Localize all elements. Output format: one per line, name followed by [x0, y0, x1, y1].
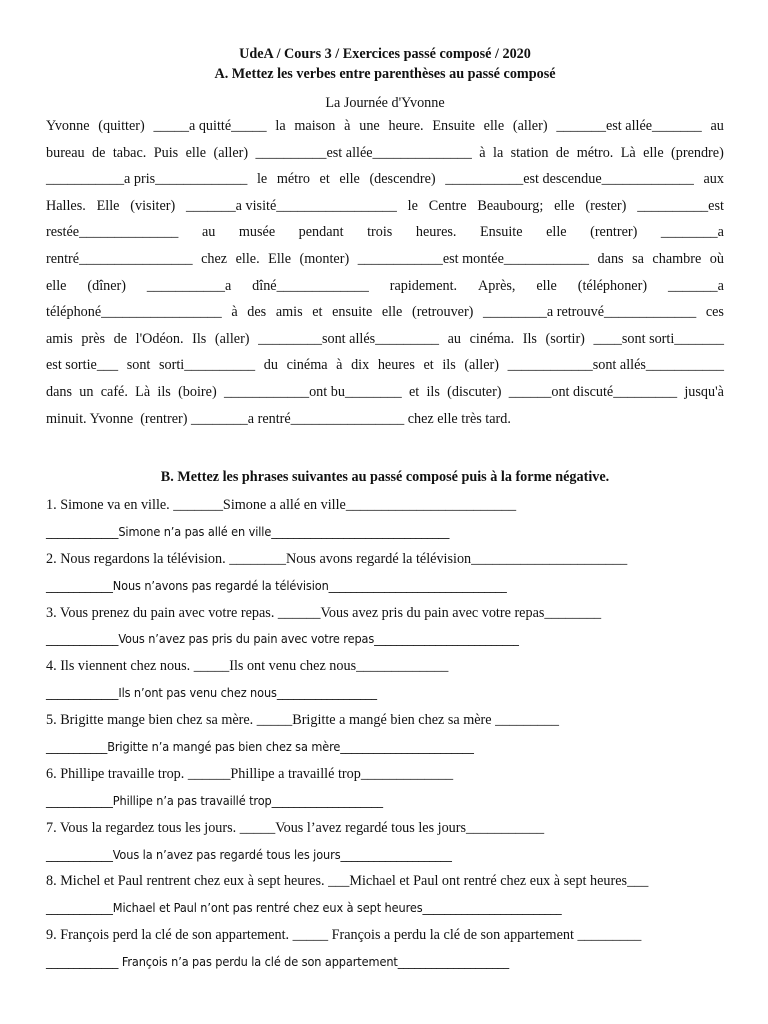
- exercise-negative-answer: ____________Michael et Paul n’ont pas rentré chez eux à sept heures_________________________: [46, 900, 562, 916]
- story-word: Elle: [96, 197, 120, 214]
- exercise-question: 7. Vous la regardez tous les jours. _____Vous l’avez regardé tous les jours___________: [46, 819, 545, 836]
- story-word: elle: [643, 144, 664, 161]
- story-word: bureau: [46, 144, 85, 161]
- story-word: à: [336, 357, 343, 374]
- story-word: elle.: [235, 250, 260, 267]
- story-word: cinéma.: [469, 330, 515, 347]
- story-word: le: [256, 171, 268, 188]
- story-line: [46, 219, 724, 246]
- story-word: tabac.: [112, 144, 147, 161]
- story-word: sorti__________: [158, 357, 256, 374]
- exercise-question: 3. Vous prenez du pain avec votre repas. ______Vous avez pris du pain avec votre repas________: [46, 604, 602, 621]
- story-word: Ils: [192, 330, 207, 347]
- story-word: chambre: [652, 250, 702, 267]
- story-word: ____________ont bu________: [223, 383, 402, 400]
- story-word: de: [92, 144, 106, 161]
- story-word: (aller): [214, 330, 250, 347]
- story-word: (boire): [178, 383, 217, 400]
- story-word: dix: [351, 357, 370, 374]
- story-paragraph: [46, 113, 724, 432]
- story-word: ensuite: [332, 304, 373, 321]
- story-word: (rentrer): [590, 224, 638, 241]
- section-a-title: A. Mettez les verbes entre parenthèses au passé composé: [214, 66, 556, 82]
- story-word: (monter): [299, 250, 350, 267]
- story-word: (visiter): [130, 197, 176, 214]
- exercise-negative-answer: ___________Brigitte n’a mangé pas bien chez sa mère________________________: [46, 739, 474, 755]
- story-word: Ensuite: [479, 224, 523, 241]
- story-word: (aller): [512, 118, 548, 134]
- story-word: (aller): [464, 357, 499, 374]
- story-word: elle: [483, 118, 505, 134]
- story-word: au: [447, 330, 462, 347]
- story-line: [46, 166, 724, 193]
- story-word: _________sont allés_________: [258, 330, 440, 347]
- story-word: ___________a pris_____________: [46, 171, 248, 188]
- story-word: du: [263, 357, 278, 374]
- worksheet-page: [46, 44, 724, 970]
- exercise-negative-answer: _____________ François n’a pas perdu la clé de son appartement____________________: [46, 954, 510, 970]
- story-word: (quitter): [98, 118, 145, 134]
- story-word: ___________est descendue_____________: [445, 171, 694, 188]
- story-word: et: [312, 304, 323, 321]
- story-word: _________a retrouvé_____________: [483, 304, 697, 321]
- story-word: le: [407, 197, 418, 214]
- story-word: trois: [367, 224, 393, 241]
- story-word: au: [710, 118, 724, 134]
- exercise-question: 6. Phillipe travaille trop. ______Phillipe a travaillé trop_____________: [46, 765, 454, 782]
- exercise-question: 4. Ils viennent chez nous. _____Ils ont venu chez nous_____________: [46, 658, 449, 675]
- story-word: dans: [597, 250, 624, 267]
- story-word: heures: [377, 357, 415, 374]
- story-word: et: [423, 357, 434, 374]
- story-word: Puis: [153, 144, 179, 161]
- story-word: ____________sont allés___________: [507, 357, 724, 374]
- story-word: au: [201, 224, 216, 241]
- story-line: [46, 406, 724, 433]
- story-word: Ils: [522, 330, 537, 347]
- story-word: minuit. Yvonne (rentrer) ________a rentré________________ chez elle très tard.: [46, 410, 511, 427]
- story-word: Ensuite: [432, 118, 475, 134]
- exercise-negative-answer: _____________Ils n’ont pas venu chez nous__________________: [46, 685, 377, 701]
- story-word: (prendre): [671, 144, 724, 161]
- story-word: __________est: [637, 197, 724, 214]
- story-word: (aller): [213, 144, 249, 161]
- story-word: près: [81, 330, 106, 347]
- story-word: amis: [275, 304, 303, 321]
- story-word: ____________est montée____________: [357, 250, 590, 267]
- story-title: La Journée d'Yvonne: [325, 95, 445, 111]
- exercise-negative-answer: ____________Vous la n’avez pas regardé tous les jours____________________: [46, 846, 452, 862]
- story-word: (rester): [585, 197, 627, 214]
- story-word: métro.: [576, 144, 614, 161]
- story-word: pendant: [298, 224, 344, 241]
- story-word: Yvonne: [46, 118, 90, 134]
- story-word: (descendre): [369, 171, 436, 188]
- story-word: sont: [126, 357, 151, 374]
- story-word: ils: [426, 383, 440, 400]
- story-word: dans: [46, 383, 73, 400]
- story-word: Après,: [478, 277, 516, 294]
- story-word: ________a: [660, 224, 724, 241]
- story-word: à: [479, 144, 486, 161]
- story-line: [46, 379, 724, 406]
- story-word: métro: [276, 171, 310, 188]
- story-word: elle: [554, 197, 575, 214]
- exercise-question: 8. Michel et Paul rentrent chez eux à sept heures. ___Michael et Paul ont rentré chez eux à sept heures___: [46, 873, 649, 890]
- story-word: Là: [135, 383, 151, 400]
- story-word: __________est allée______________: [255, 144, 472, 161]
- story-word: Beaubourg;: [477, 197, 544, 214]
- story-word: une: [359, 118, 380, 134]
- exercise-negative-answer: ____________Phillipe n’a pas travaillé trop____________________: [46, 792, 383, 808]
- story-word: chez: [201, 250, 228, 267]
- story-line: [46, 352, 724, 379]
- exercise-question: 9. François perd la clé de son appartement. _____ François a perdu la clé de son appartement _________: [46, 927, 642, 944]
- story-word: l'Odéon.: [135, 330, 184, 347]
- story-word: dîné_____________: [252, 277, 369, 294]
- section-b-title: B. Mettez les phrases suivantes au passé composé puis à la forme négative.: [160, 469, 610, 485]
- story-word: (sortir): [545, 330, 585, 347]
- story-word: (dîner): [87, 277, 126, 294]
- story-word: de: [113, 330, 128, 347]
- story-word: (discuter): [447, 383, 502, 400]
- story-word: aux: [703, 171, 724, 188]
- story-word: _______a: [667, 277, 724, 294]
- story-line: [46, 140, 724, 167]
- story-word: cinéma: [286, 357, 328, 374]
- story-word: elle: [185, 144, 207, 161]
- exercise-negative-answer: _____________Simone n’a pas allé en ville________________________________: [46, 523, 450, 539]
- exercise-question: 2. Nous regardons la télévision. ________Nous avons regardé la télévision______________________: [46, 550, 628, 567]
- story-word: jusqu'à: [684, 383, 724, 400]
- story-word: heures.: [415, 224, 457, 241]
- story-word: rapidement.: [389, 277, 458, 294]
- story-word: Là: [620, 144, 636, 161]
- story-word: café.: [100, 383, 128, 400]
- story-line: [46, 193, 724, 220]
- story-word: la: [493, 144, 504, 161]
- story-word: elle: [381, 304, 403, 321]
- story-word: elle: [536, 277, 557, 294]
- story-word: rentré________________: [46, 250, 193, 267]
- story-word: elle: [46, 277, 67, 294]
- story-word: amis: [46, 330, 73, 347]
- story-word: des: [247, 304, 267, 321]
- story-word: où: [709, 250, 724, 267]
- story-word: elle: [339, 171, 360, 188]
- story-word: de: [555, 144, 570, 161]
- story-word: restée______________: [46, 224, 179, 241]
- story-word: et: [319, 171, 330, 188]
- story-word: ils: [157, 383, 171, 400]
- story-word: la: [275, 118, 286, 134]
- story-word: ils: [442, 357, 456, 374]
- story-word: _____a quitté_____: [153, 118, 267, 134]
- story-word: station: [510, 144, 549, 161]
- story-word: ______ont discuté_________: [508, 383, 678, 400]
- story-line: [46, 273, 724, 300]
- story-word: (retrouver): [411, 304, 474, 321]
- section-b-items: [46, 492, 724, 976]
- story-word: ___________a: [146, 277, 232, 294]
- story-word: Elle: [268, 250, 292, 267]
- story-word: ____sont sorti_______: [593, 330, 724, 347]
- story-word: elle: [546, 224, 567, 241]
- story-word: Halles.: [46, 197, 86, 214]
- story-word: téléphoné_________________: [46, 304, 222, 321]
- exercise-negative-answer: _____________Vous n’avez pas pris du pain avec votre repas__________________________: [46, 631, 519, 647]
- exercise-question: 1. Simone va en ville. _______Simone a allé en ville________________________: [46, 497, 517, 513]
- story-word: ces: [705, 304, 724, 321]
- section-b: [46, 467, 724, 976]
- story-line: [46, 326, 724, 353]
- story-word: un: [79, 383, 94, 400]
- story-line: [46, 113, 724, 140]
- story-word: _______a visité_________________: [186, 197, 397, 214]
- exercise-question: 5. Brigitte mange bien chez sa mère. _____Brigitte a mangé bien chez sa mère _________: [46, 712, 559, 729]
- story-word: (téléphoner): [577, 277, 648, 294]
- story-word: Centre: [428, 197, 467, 214]
- story-word: maison: [294, 118, 336, 134]
- story-word: et: [408, 383, 420, 400]
- story-word: à: [231, 304, 238, 321]
- story-word: heure.: [388, 118, 424, 134]
- story-line: [46, 299, 724, 326]
- story-word: _______est allée_______: [556, 118, 702, 134]
- story-word: est sortie___: [46, 357, 119, 374]
- story-word: à: [344, 118, 351, 134]
- story-word: musée: [238, 224, 276, 241]
- story-word: sa: [632, 250, 644, 267]
- exercise-negative-answer: ____________Nous n’avons pas regardé la télévision________________________________: [46, 577, 507, 593]
- document-title: UdeA / Cours 3 / Exercices passé composé / 2020: [239, 46, 531, 62]
- story-line: [46, 246, 724, 273]
